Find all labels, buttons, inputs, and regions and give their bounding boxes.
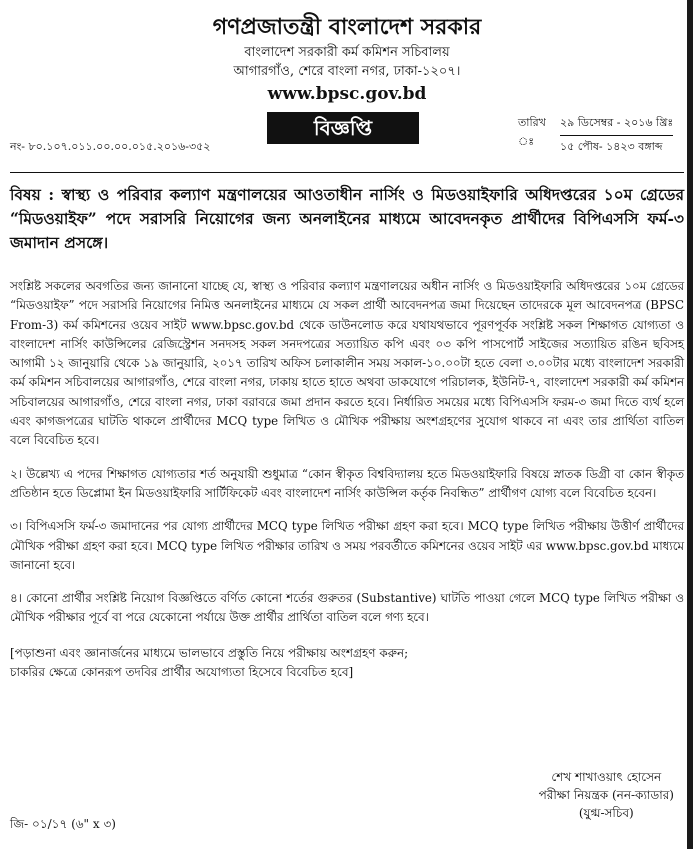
notice-title: বিজ্ঞপ্তি <box>267 112 419 144</box>
advisory-note <box>10 644 684 682</box>
notice-date <box>518 114 674 153</box>
date-gregorian: ২৯ ডিসেম্বর - ২০১৬ খ্রিঃ <box>560 114 673 136</box>
office-address: আগারগাঁও, শেরে বাংলা নগর, ঢাকা-১২০৭। <box>233 64 461 79</box>
date-label: তারিখ ঃ <box>518 116 546 148</box>
paragraph-3: ৩। বিপিএসসি ফর্ম-৩ জমাদানের পর যোগ্য প্রার্থীদের MCQ type লিখিত পরীক্ষা গ্রহণ করা হবে। MCQ type লিখিত পরীক্ষায় উত্তীর্ণ প্রার্থীদের মৌখিক পরীক্ষা গ্রহণ করা হবে। MCQ type লিখিত পরীক্ষার তারিখ ও সময় পরবর্তীতে কমিশনের ওয়েব সাইট এর www.bpsc.gov.bd মাধ্যমে জানানো হবে। <box>10 519 684 572</box>
notice-meta <box>10 110 684 170</box>
date-bangla: ১৫ পৌষ- ১৪২৩ বঙ্গাব্দ <box>560 140 663 153</box>
signatory-rank: (যুগ্ম-সচিব) <box>578 806 634 820</box>
notice-document <box>10 0 684 849</box>
government-title: গণপ্রজাতন্ত্রী বাংলাদেশ সরকার <box>212 14 482 40</box>
page-edge-bar <box>687 0 693 849</box>
advisory-line-2: চাকরির ক্ষেত্রে কোনরূপ তদবির প্রার্থীর অযোগ্যতা হিসেবে বিবেচিত হবে] <box>10 664 354 679</box>
paragraph-1: সংশ্লিষ্ট সকলের অবগতির জন্য জানানো যাচ্ছে যে, স্বাস্থ্য ও পরিবার কল্যাণ মন্ত্রণালয়ের অধীন নার্সিং ও মিডওয়াইফারি অধিদপ্তরের ১০ম গ্রেডের “মিডওয়াইফ” পদে সরাসরি নিয়োগের নিমিত্ত অনলাইনের মাধ্যমে যে সকল প্রার্থী আবেদনপত্র জমা দিয়েছেন তাদেরকে মূল আবেদনপত্র (BPSC From-3) কর্ম কমিশনের ওয়েব সাইট www.bpsc.gov.bd থেকে ডাউনলোড করে যথাযথভাবে পূরণপূর্বক সংশ্লিষ্ট সকল শিক্ষাগত যোগ্যতা ও বাংলাদেশ নার্সিং কাউন্সিলের রেজিস্ট্রেশন সনদসহ সকল সনদপত্রের সত্যায়িত কপি এবং ০৩ কপি পাসপোর্ট সাইজের সত্যায়িত রঙিন ছবিসহ আগামী ১২ জানুয়ারি থেকে ১৯ জানুয়ারি, ২০১৭ তারিখ অফিস চলাকালীন সময় সকাল-১০.০০টা হতে বেলা ৩.০০টার মধ্যে বাংলাদেশ সরকারী কর্ম কমিশন সচিবালয়ের আগারগাঁও, শেরে বাংলা নগর, ঢাকায় হাতে হাতে অথবা ডাকযোগে পরিচালক, ইউনিট-৭, বাংলাদেশ সরকারী কর্ম কমিশন সচিবালয়ের আগারগাঁও, শেরে বাংলা নগর, ঢাকা বরাবরে জমা প্রদান করতে হবে। নির্ধারিত সময়ের মধ্যে বিপিএসসি ফরম-৩ জমা দিতে ব্যর্থ হলে এবং কাগজপত্রের ঘাটতি থাকলে প্রার্থীদের MCQ type লিখিত ও মৌখিক পরীক্ষায় অংশগ্রহণের সুযোগ থাকবে না এবং তার প্রার্থিতা বাতিল বলে বিবেচিত হবে। <box>10 279 684 448</box>
letterhead <box>10 14 684 104</box>
website-url: www.bpsc.gov.bd <box>267 84 427 104</box>
signature-block <box>539 768 674 822</box>
paragraph-4: ৪। কোনো প্রার্থীর সংশ্লিষ্ট নিয়োগ বিজ্ঞপ্তিতে বর্ণিত কোনো শর্তের গুরুতর (Substantive) ঘাটতি পাওয়া গেলে MCQ type লিখিত পরীক্ষা ও মৌখিক পরীক্ষার পূর্বে বা পরে যেকোনো পর্যায়ে উক্ত প্রার্থীর প্রার্থিতা বাতিল বলে গণ্য হবে। <box>10 591 684 625</box>
notice-subject: বিষয় : স্বাস্থ্য ও পরিবার কল্যাণ মন্ত্রণালয়ের আওতাধীন নার্সিং ও মিডওয়াইফারি অধিদপ্তরের ১০ম গ্রেডের “মিডওয়াইফ” পদে সরাসরি নিয়োগের জন্য অনলাইনের মাধ্যমে আবেদনকৃত প্রার্থীদের বিপিএসসি ফর্ম-৩ জমাদান প্রসঙ্গে। <box>10 185 684 252</box>
header-divider <box>10 172 684 173</box>
advisory-line-1: [পড়াশুনা এবং জ্ঞানার্জনের মাধ্যমে ভালভাবে প্রস্তুতি নিয়ে পরীক্ষায় অংশগ্রহণ করুন; <box>10 645 409 660</box>
ad-code: জি- ০১/১৭ (৬" x ৩) <box>10 817 116 831</box>
signatory-designation: পরীক্ষা নিয়ন্ত্রক (নন-ক্যাডার) <box>538 788 674 802</box>
memo-number: নং- ৮০.১০৭.০১১.০০.০০.০১৫.২০১৬-৩৫২ <box>10 140 211 153</box>
paragraph-2: ২। উল্লেখ্য এ পদের শিক্ষাগত যোগ্যতার শর্ত অনুযায়ী শুধুমাত্র “কোন স্বীকৃত বিশ্ববিদ্যালয় হতে মিডওয়াইফারি বিষয়ে স্নাতক ডিগ্রী বা কোন স্বীকৃত প্রতিষ্ঠান হতে ডিপ্লোমা ইন মিডওয়াইফারি সার্টিফিকেট এবং বাংলাদেশ নার্সিং কাউন্সিল কর্তৃক নিবন্ধিত” প্রার্থীগণ যোগ্য বলে বিবেচিত হবেন। <box>10 466 684 500</box>
secretariat-name: বাংলাদেশ সরকারী কর্ম কমিশন সচিবালয় <box>244 45 450 60</box>
signatory-name: শেখ শাখাওয়াৎ হোসেন <box>551 770 662 784</box>
